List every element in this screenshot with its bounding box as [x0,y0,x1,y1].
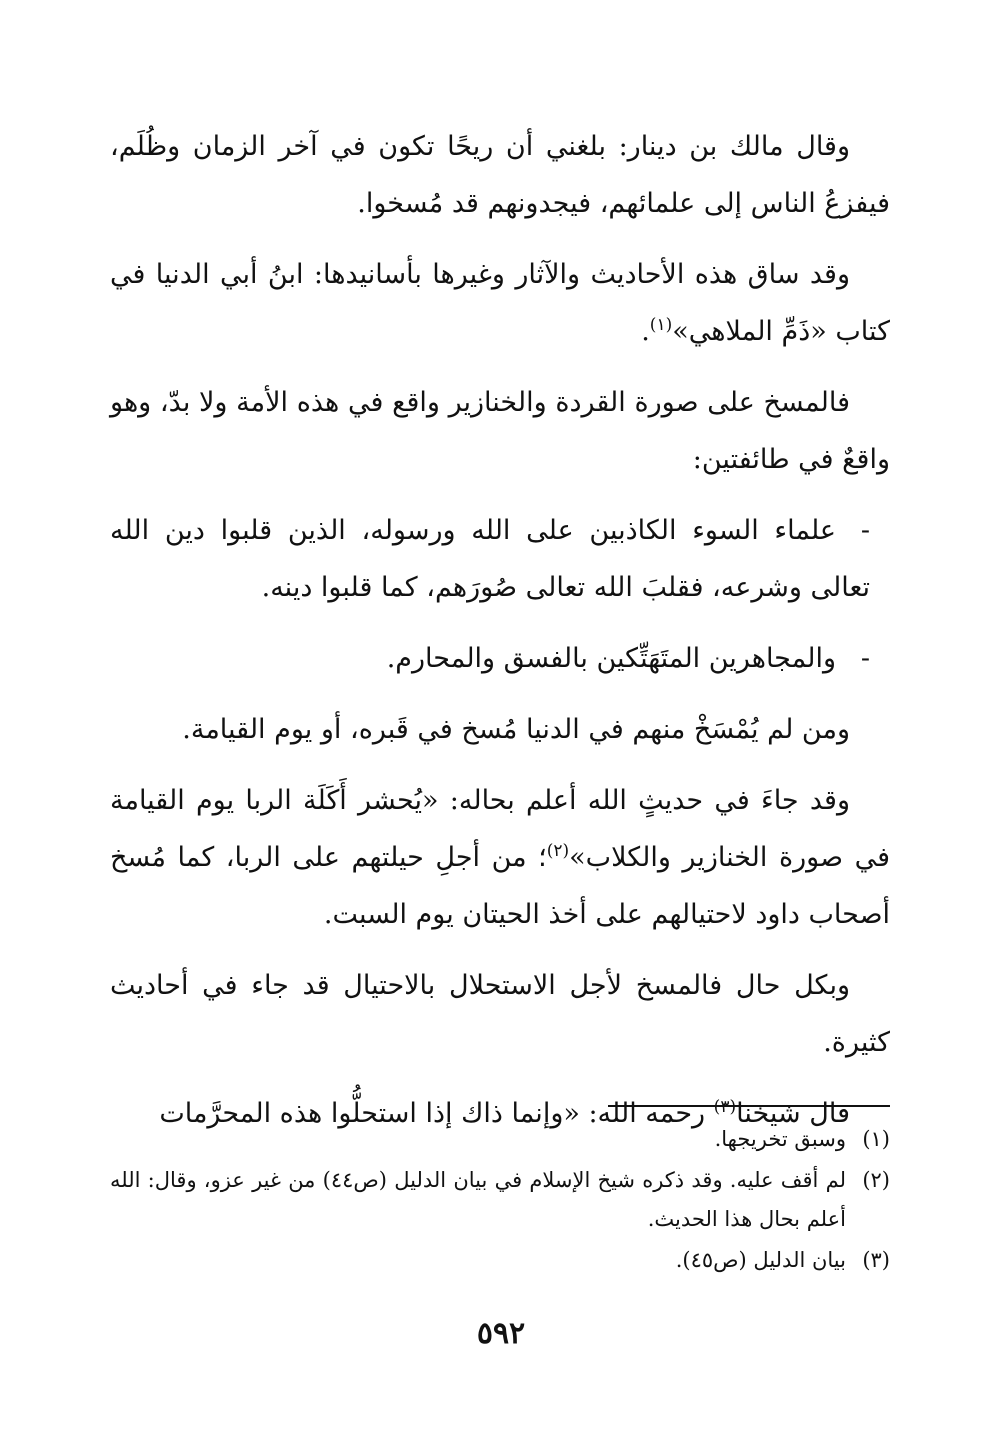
paragraph-istihlal [110,957,890,1071]
list-dash: - [860,643,870,674]
footnote-item [110,1161,890,1239]
paragraph-text: وقد ساق هذه الأحاديث والآثار وغيرها بأسانيدها: ابنُ أبي الدنيا في كتاب «ذَمِّ الملاهي» [110,259,890,347]
footnote-text: بيان الدليل (ص٤٥). [675,1248,846,1272]
footnotes [110,1120,890,1282]
paragraph-maskh [110,374,890,488]
paragraph-text: وقال مالك بن دينار: بلغني أن ريحًا تكون في آخر الزمان وظُلَم، فيفزعُ الناس إلى علمائهم، فيجدونهم قد مُسخوا. [110,131,890,219]
list-item-text: علماء السوء الكاذبين على الله ورسوله، الذين قلبوا دين الله تعالى وشرعه، فقلبَ الله تعالى صُورَهم، كما قلبوا دينه. [110,515,870,603]
list-dash: - [860,515,870,546]
list-item-text: والمجاهرين المتَهَتِّكين بالفسق والمحارم. [386,643,836,674]
paragraph-riba-hadith [110,772,890,943]
footnote-text: لم أقف عليه. وقد ذكره شيخ الإسلام في بيان الدليل (ص٤٤) من غير عزو، وقال: الله أعلم بحال هذا الحديث. [110,1168,846,1231]
footnote-ref-1: (١) [649,315,673,335]
paragraph-end: ؛ من أجلِ حيلتهم على الربا، كما مُسخ أصحاب داود لاحتيالهم على أخذ الحيتان يوم السبت. [110,842,890,930]
list-item-open-sinners [110,630,890,687]
paragraph-text: وقد جاءَ في حديثٍ الله أعلم بحاله: «يُحشر أَكَلَة الربا يوم القيامة في صورة الخنازير والكلاب» [110,785,890,873]
paragraph-malik-ibn-dinar [110,118,890,232]
paragraph-ibn-abi-al-dunya [110,246,890,360]
paragraph-text: فالمسخ على صورة القردة والخنازير واقع في هذه الأمة ولا بدّ، وهو واقعٌ في طائفتين: [110,387,890,475]
paragraph-text: قال شيخنا [736,1098,850,1129]
paragraph-text: وبكل حال فالمسخ لأجل الاستحلال بالاحتيال قد جاء في أحاديث كثيرة. [110,970,890,1058]
paragraph-text: ومن لم يُمْسَخْ منهم في الدنيا مُسخ في قَبره، أو يوم القيامة. [182,714,850,745]
main-text [110,118,890,1156]
footnote-number: (١) [862,1127,890,1151]
footnote-text: وسبق تخريجها. [714,1127,846,1151]
footnote-ref-3: (٣) [713,1097,737,1117]
footnote-number: (٣) [862,1248,890,1272]
footnote-number: (٢) [862,1168,890,1192]
footnote-item [110,1120,890,1159]
paragraph-grave [110,701,890,758]
page-number: ٥٩٢ [476,1316,526,1351]
footnote-item [110,1241,890,1280]
list-item-scholars [110,502,890,616]
footnote-divider [608,1105,890,1107]
paragraph-end: رحمه الله: «وإنما ذاك إذا استحلُّوا هذه المحرَّمات [159,1098,714,1129]
footnote-ref-2: (٢) [546,841,570,861]
paragraph-end: . [641,316,650,347]
